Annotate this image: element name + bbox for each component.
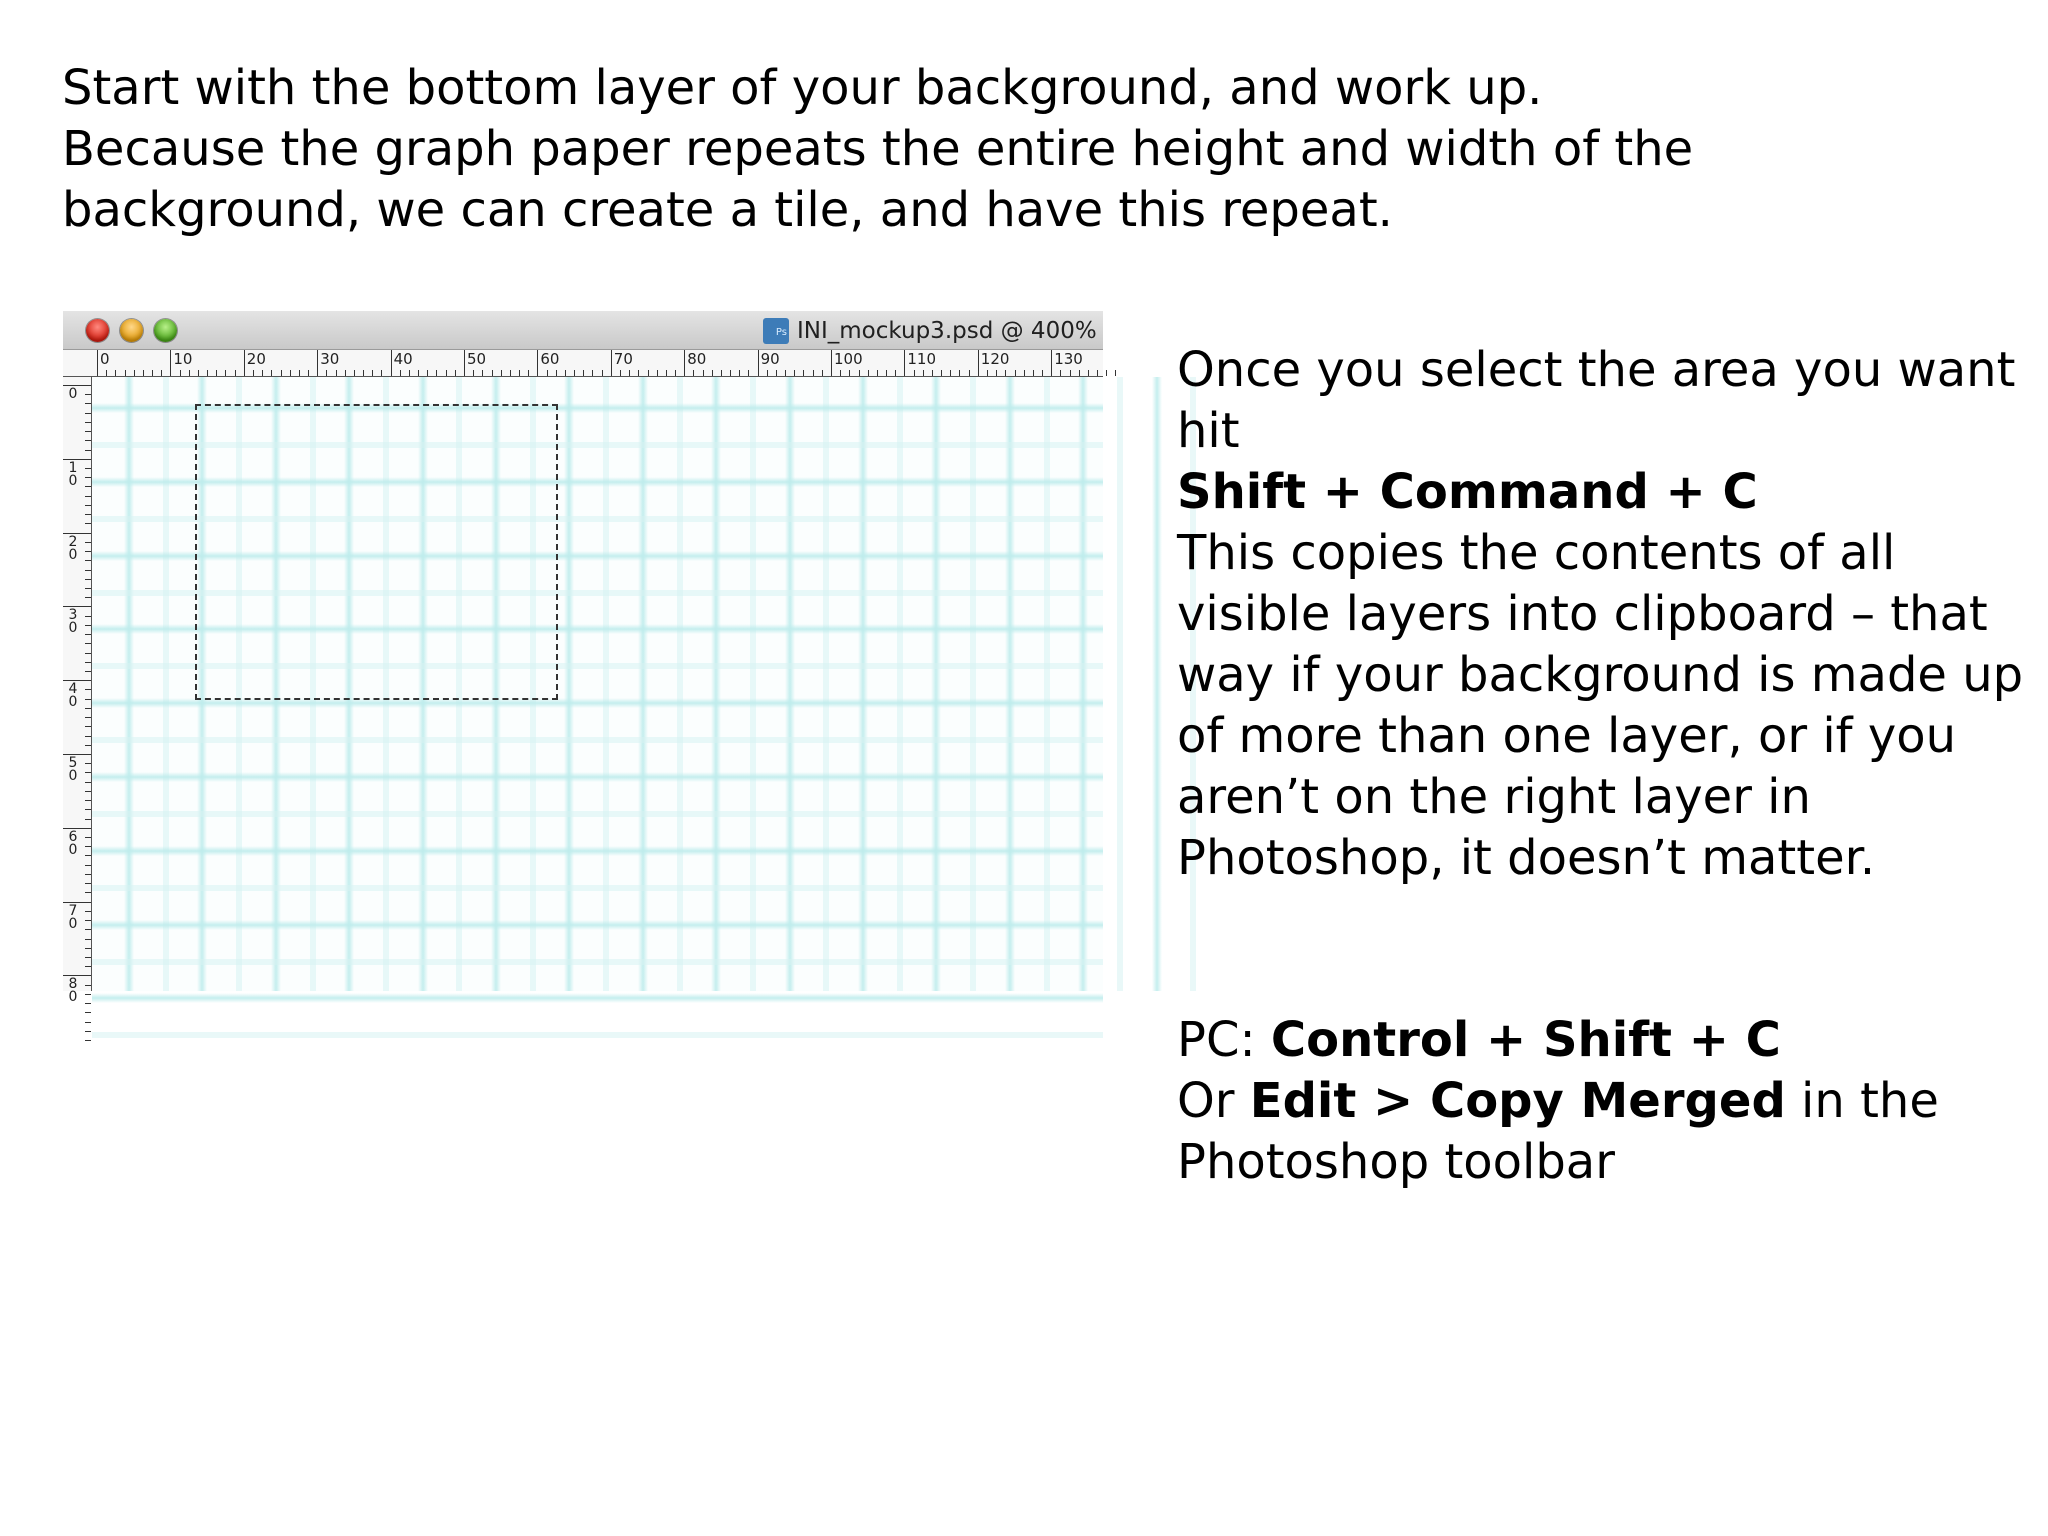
ruler-minor-tick [556,370,557,376]
grid-line-vertical-minor [970,377,976,991]
ruler-minor-tick [528,370,529,376]
ruler-minor-tick [592,370,593,376]
ruler-minor-tick [85,468,91,469]
ruler-label-left: 0 [68,386,78,402]
ruler-label-left: 7 0 [68,902,78,932]
ruler-minor-tick [1015,370,1016,376]
ruler-minor-tick [987,370,988,376]
ruler-minor-tick [840,370,841,376]
ruler-label-left: 2 0 [68,533,78,563]
ruler-minor-tick [235,370,236,376]
grid-line-vertical-minor [1117,377,1123,991]
ruler-minor-tick [85,994,91,995]
ruler-minor-tick [115,370,116,376]
ruler-major-tick [317,350,318,376]
ruler-minor-tick [290,370,291,376]
grid-line-vertical-minor [823,377,829,991]
pc-instructions [1177,1010,2037,1193]
ruler-minor-tick [85,920,91,921]
ruler-minor-tick [326,370,327,376]
ruler-minor-tick [85,957,91,958]
ruler-major-tick [831,350,832,376]
ruler-minor-tick [85,496,91,497]
ruler-minor-tick [941,370,942,376]
ruler-major-tick [758,350,759,376]
ruler-major-tick [63,459,91,460]
ruler-minor-tick [547,370,548,376]
grid-line-horizontal-minor [92,959,1103,965]
intro-text [62,58,2002,241]
psd-file-icon: Ps [763,318,789,344]
ruler-minor-tick [85,551,91,552]
ruler-label-top: 80 [687,350,707,368]
ruler-minor-tick [794,370,795,376]
ruler-minor-tick [85,505,91,506]
ruler-minor-tick [106,370,107,376]
ruler-major-tick [904,350,905,376]
ruler-minor-tick [85,717,91,718]
ruler-minor-tick [950,370,951,376]
pc-shortcut-line [1177,1010,2037,1071]
ruler-minor-tick [446,370,447,376]
ruler-minor-tick [372,370,373,376]
ruler-minor-tick [125,370,126,376]
ruler-minor-tick [216,370,217,376]
ruler-minor-tick [85,809,91,810]
ruler-minor-tick [914,370,915,376]
ruler-minor-tick [85,542,91,543]
grid-line-vertical [1005,377,1015,991]
ruler-minor-tick [859,370,860,376]
ruler-minor-tick [436,370,437,376]
ruler-label-left: 3 0 [68,607,78,637]
grid-line-vertical [564,377,574,991]
ruler-minor-tick [198,370,199,376]
ruler-minor-tick [1060,370,1061,376]
grid-line-horizontal-minor [92,811,1103,817]
ruler-minor-tick [400,370,401,376]
ruler-minor-tick [207,370,208,376]
ruler-minor-tick [418,370,419,376]
mac-shortcut: Shift + Command + C [1177,464,1758,520]
ruler-minor-tick [253,370,254,376]
ruler-minor-tick [85,763,91,764]
ruler-major-tick [537,350,538,376]
ruler-minor-tick [427,370,428,376]
ruler-minor-tick [803,370,804,376]
grid-line-vertical-minor [897,377,903,991]
ruler-minor-tick [1042,370,1043,376]
ruler-label-top: 90 [760,350,780,368]
ruler-minor-tick [161,370,162,376]
ruler-minor-tick [85,736,91,737]
ruler-minor-tick [85,1040,91,1041]
ruler-minor-tick [785,370,786,376]
ruler-minor-tick [85,588,91,589]
ruler-minor-tick [1005,370,1006,376]
ruler-major-tick [244,350,245,376]
ruler-major-tick [1051,350,1052,376]
ruler-minor-tick [519,370,520,376]
ruler-minor-tick [455,370,456,376]
grid-line-vertical [1078,377,1088,991]
ruler-minor-tick [85,874,91,875]
window-titlebar[interactable] [63,311,1103,350]
grid-line-vertical-minor [163,377,169,991]
ruler-minor-tick [85,394,91,395]
pc-prefix: PC: [1177,1012,1271,1068]
ruler-minor-tick [85,892,91,893]
ruler-minor-tick [629,370,630,376]
ruler-minor-tick [721,370,722,376]
ruler-minor-tick [85,431,91,432]
ruler-minor-tick [969,370,970,376]
grid-line-vertical [1152,377,1162,991]
ruler-minor-tick [85,772,91,773]
ruler-minor-tick [703,370,704,376]
ruler-minor-tick [85,911,91,912]
ruler-label-top: 100 [834,350,863,368]
ruler-major-tick [63,606,91,607]
ruler-minor-tick [868,370,869,376]
ruler-major-tick [611,350,612,376]
menu-path-line [1177,1071,2037,1193]
ruler-minor-tick [85,634,91,635]
ruler-minor-tick [1097,370,1098,376]
ruler-label-top: 120 [980,350,1010,368]
ruler-minor-tick [85,1012,91,1013]
instructions-text [1177,340,2037,889]
ruler-minor-tick [85,966,91,967]
ruler-minor-tick [85,708,91,709]
grid-line-horizontal-minor [92,737,1103,743]
ruler-major-tick [391,350,392,376]
grid-line-vertical [931,377,941,991]
ruler-label-left: 8 0 [68,976,78,1006]
ruler-major-tick [63,385,91,386]
ruler-minor-tick [85,985,91,986]
ruler-minor-tick [675,370,676,376]
ruler-minor-tick [85,440,91,441]
ruler-minor-tick [85,643,91,644]
instruction-explanation: This copies the contents of all visible layers into clipboard – that way if your background is made up of more than one layer, or if you aren’t on the right layer in Photoshop, it doesn’t matter. [1177,525,2024,886]
ruler-minor-tick [767,370,768,376]
ruler-minor-tick [996,370,997,376]
ruler-minor-tick [381,370,382,376]
document-title: INI_mockup3.psd @ 400% [797,318,1097,344]
ruler-minor-tick [776,370,777,376]
ruler-minor-tick [299,370,300,376]
ruler-minor-tick [85,791,91,792]
grid-line-vertical-minor [750,377,756,991]
ruler-minor-tick [620,370,621,376]
ruler-label-top: 70 [613,350,633,368]
ruler-major-tick [63,754,91,755]
pc-shortcut: Control + Shift + C [1270,1012,1781,1068]
ruler-minor-tick [85,948,91,949]
ruler-minor-tick [85,865,91,866]
ruler-minor-tick [565,370,566,376]
grid-line-horizontal-minor [92,1032,1103,1038]
ruler-minor-tick [85,662,91,663]
ruler-minor-tick [886,370,887,376]
ruler-minor-tick [85,939,91,940]
document-canvas[interactable] [92,377,1103,991]
close-window-icon[interactable] [86,319,109,342]
ruler-minor-tick [85,403,91,404]
ruler-minor-tick [877,370,878,376]
ruler-minor-tick [583,370,584,376]
grid-line-vertical-minor [603,377,609,991]
ruler-label-top: 0 [100,350,110,368]
ruler-label-left: 1 0 [68,459,78,489]
ruler-minor-tick [308,370,309,376]
horizontal-ruler[interactable] [63,350,1103,377]
grid-line-vertical [638,377,648,991]
ruler-minor-tick [85,1022,91,1023]
ruler-major-tick [63,902,91,903]
grid-line-vertical [711,377,721,991]
ruler-label-top: 40 [393,350,413,368]
ruler-minor-tick [85,671,91,672]
ruler-minor-tick [85,486,91,487]
grid-line-vertical-minor [677,377,683,991]
ruler-minor-tick [271,370,272,376]
intro-line-2: Because the graph paper repeats the entire height and width of the background, we can create a tile, and have this repeat. [62,121,1694,238]
ruler-label-top: 10 [173,350,193,368]
ruler-minor-tick [574,370,575,376]
ruler-minor-tick [85,653,91,654]
ruler-minor-tick [85,837,91,838]
ruler-minor-tick [85,625,91,626]
grid-line-horizontal [92,772,1103,782]
ruler-minor-tick [1115,370,1116,376]
intro-line-1: Start with the bottom layer of your background, and work up. [62,60,1543,116]
ruler-minor-tick [492,370,493,376]
ruler-major-tick [978,350,979,376]
ruler-minor-tick [1033,370,1034,376]
ruler-minor-tick [638,370,639,376]
menu-path: Edit > Copy Merged [1249,1073,1786,1129]
ruler-minor-tick [85,846,91,847]
ruler-major-tick [63,680,91,681]
grid-line-horizontal [92,846,1103,856]
ruler-minor-tick [813,370,814,376]
ruler-minor-tick [85,855,91,856]
ruler-minor-tick [473,370,474,376]
or-prefix: Or [1177,1073,1250,1129]
menu-path-suffix: in the Photoshop toolbar [1177,1073,1939,1190]
grid-line-horizontal [92,993,1103,1003]
ruler-minor-tick [85,819,91,820]
photoshop-document-window [63,311,1103,1006]
ruler-minor-tick [281,370,282,376]
instruction-intro: Once you select the area you want hit [1177,342,2016,459]
ruler-minor-tick [85,745,91,746]
ruler-minor-tick [693,370,694,376]
ruler-minor-tick [85,929,91,930]
ruler-label-top: 50 [467,350,487,368]
ruler-label-top: 130 [1054,350,1083,368]
ruler-minor-tick [501,370,502,376]
ruler-minor-tick [85,883,91,884]
ruler-minor-tick [657,370,658,376]
ruler-minor-tick [85,782,91,783]
ruler-minor-tick [482,370,483,376]
zoom-window-icon[interactable] [154,319,177,342]
ruler-minor-tick [1079,370,1080,376]
ruler-minor-tick [85,523,91,524]
ruler-minor-tick [152,370,153,376]
ruler-minor-tick [85,422,91,423]
ruler-major-tick [63,533,91,534]
ruler-minor-tick [409,370,410,376]
ruler-label-left: 5 0 [68,755,78,784]
grid-line-vertical [785,377,795,991]
ruler-major-tick [684,350,685,376]
ruler-minor-tick [143,370,144,376]
ruler-label-top: 110 [907,350,937,368]
ruler-minor-tick [363,370,364,376]
ruler-minor-tick [189,370,190,376]
ruler-minor-tick [85,514,91,515]
ruler-minor-tick [748,370,749,376]
ruler-minor-tick [262,370,263,376]
grid-line-vertical [858,377,868,991]
ruler-minor-tick [1106,370,1107,376]
ruler-minor-tick [180,370,181,376]
ruler-major-tick [97,350,98,376]
ruler-minor-tick [85,597,91,598]
ruler-minor-tick [739,370,740,376]
ruler-minor-tick [959,370,960,376]
ruler-minor-tick [85,1031,91,1032]
ruler-minor-tick [666,370,667,376]
ruler-minor-tick [730,370,731,376]
ruler-minor-tick [85,699,91,700]
ruler-minor-tick [134,370,135,376]
ruler-minor-tick [923,370,924,376]
ruler-minor-tick [85,800,91,801]
ruler-minor-tick [1024,370,1025,376]
ruler-minor-tick [822,370,823,376]
ruler-minor-tick [85,450,91,451]
ruler-minor-tick [85,570,91,571]
grid-line-vertical-minor [1044,377,1050,991]
ruler-minor-tick [85,560,91,561]
ruler-minor-tick [354,370,355,376]
ruler-minor-tick [932,370,933,376]
ruler-minor-tick [1088,370,1089,376]
ruler-minor-tick [602,370,603,376]
ruler-minor-tick [225,370,226,376]
ruler-major-tick [170,350,171,376]
marquee-selection[interactable] [195,404,558,700]
ruler-major-tick [464,350,465,376]
vertical-ruler[interactable] [63,377,92,1006]
grid-line-horizontal [92,920,1103,930]
ruler-minor-tick [85,1003,91,1004]
ruler-label-top: 20 [246,350,266,368]
ruler-label-left: 4 0 [68,681,78,711]
grid-line-vertical [124,377,134,991]
ruler-minor-tick [712,370,713,376]
ruler-major-tick [63,975,91,976]
ruler-minor-tick [85,616,91,617]
ruler-minor-tick [345,370,346,376]
ruler-label-top: 30 [320,350,340,368]
ruler-minor-tick [85,726,91,727]
ruler-minor-tick [849,370,850,376]
ruler-minor-tick [510,370,511,376]
ruler-minor-tick [85,413,91,414]
ruler-major-tick [63,828,91,829]
minimize-window-icon[interactable] [120,319,143,342]
grid-line-horizontal-minor [92,885,1103,891]
ruler-minor-tick [648,370,649,376]
ruler-minor-tick [85,477,91,478]
ruler-minor-tick [1070,370,1071,376]
ruler-minor-tick [895,370,896,376]
ruler-label-left: 6 0 [68,828,78,858]
ruler-minor-tick [85,689,91,690]
ruler-minor-tick [85,579,91,580]
ruler-label-top: 60 [540,350,560,368]
ruler-minor-tick [336,370,337,376]
